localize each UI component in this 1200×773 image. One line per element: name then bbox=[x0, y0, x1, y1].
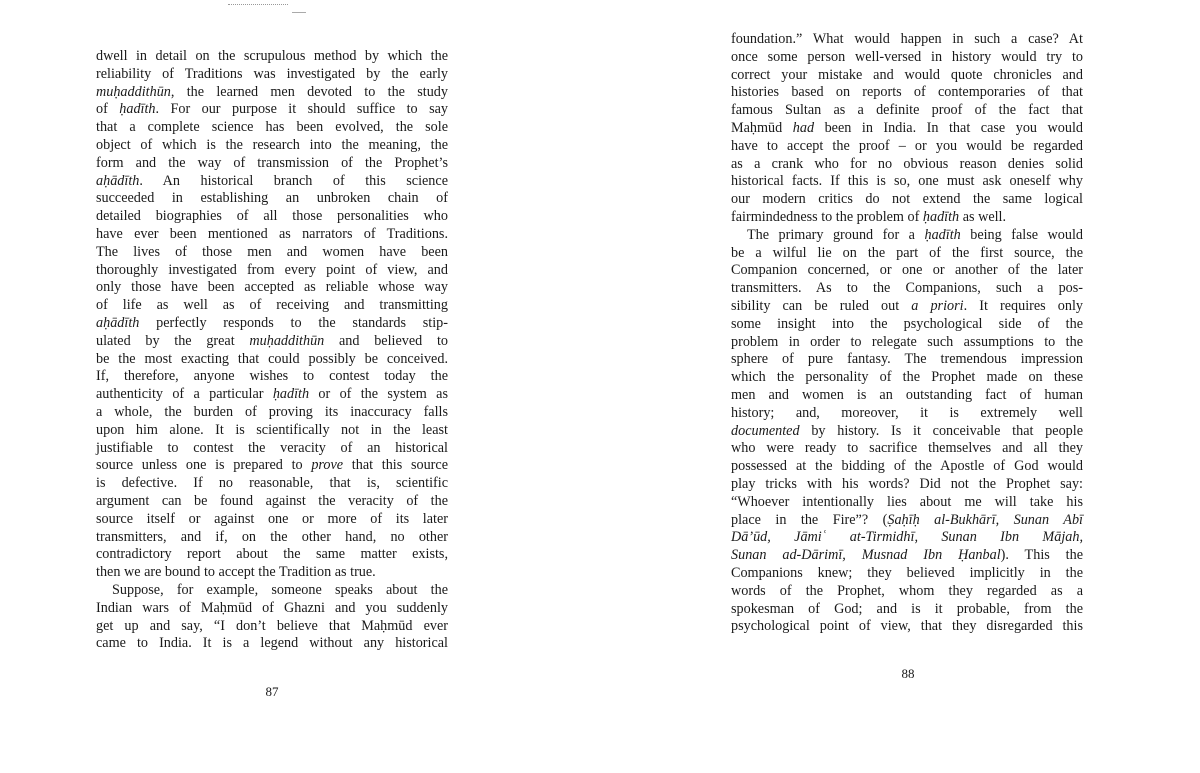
text-line: source itself or against one or more of its later bbox=[96, 510, 448, 527]
text-line: upon him alone. It is scientifically not in the least bbox=[96, 421, 448, 438]
text-line: came to India. It is a legend without any historical bbox=[96, 635, 448, 652]
page-number-right: 88 bbox=[901, 666, 915, 681]
text-line: history; and, moreover, it is extremely well bbox=[731, 404, 1083, 421]
text-line: histories based on reports of contemporaries of that bbox=[731, 84, 1083, 101]
text-line: some insight into the psychological side of the bbox=[731, 315, 1083, 332]
text-line: transmitters. As to the Companions, such a pos- bbox=[731, 280, 1083, 297]
text-line: men and women is an outstanding fact of human bbox=[731, 386, 1083, 403]
text-line: Sunan ad-Dārimī, Musnad Ibn Ḥanbal). This the bbox=[731, 547, 1083, 564]
text-line: contradictory report about the same matter exists, bbox=[96, 546, 448, 563]
text-line: Companions knew; they believed implicitly in the bbox=[731, 564, 1083, 581]
text-line: who were ready to sacrifice themselves and all they bbox=[731, 440, 1083, 457]
text-line: transmitters, and if, on the other hand, no other bbox=[96, 528, 448, 545]
text-line: The lives of those men and women have been bbox=[96, 243, 448, 260]
text-line: justifiable to contest the veracity of an historical bbox=[96, 439, 448, 456]
text-line: Suppose, for example, someone speaks about the bbox=[112, 581, 448, 598]
text-line: thoroughly investigated from every point of view, and bbox=[96, 261, 448, 278]
text-line: sibility can be ruled out a priori. It requires only bbox=[731, 297, 1083, 314]
page-number-left: 87 bbox=[265, 684, 279, 699]
text-line: aḥādīth. An historical branch of this science bbox=[96, 172, 448, 189]
text-line: words of the Prophet, whom they regarded as a bbox=[731, 582, 1083, 599]
text-line: play tricks with his words? Did not the Prophet say: bbox=[731, 475, 1083, 492]
text-line: “Whoever intentionally lies about me will take his bbox=[731, 493, 1083, 510]
text-line: Dā’ūd, Jāmiʿ at-Tirmidhī, Sunan Ibn Mājah, bbox=[731, 529, 1083, 546]
text-line: argument can be found against the veracity of the bbox=[96, 492, 448, 509]
text-line: as a crank who for no obvious reason denies solid bbox=[731, 155, 1083, 172]
text-line: be a wilful lie on the part of the first source, the bbox=[731, 244, 1083, 261]
text-line: source unless one is prepared to prove that this source bbox=[96, 457, 448, 474]
text-line: succeeded in establishing an unbroken chain of bbox=[96, 190, 448, 207]
text-line: get up and say, “I don’t believe that Maḥmūd ever bbox=[96, 617, 448, 634]
text-line: problem in order to relegate such assumptions to the bbox=[731, 333, 1083, 350]
text-line: dwell in detail on the scrupulous method by which the bbox=[96, 48, 448, 64]
text-line: which the personality of the Prophet made on these bbox=[731, 369, 1083, 386]
text-line: form and the way of transmission of the Prophet’s bbox=[96, 154, 448, 171]
text-line: that a complete science has been evolved, the sole bbox=[96, 119, 448, 136]
text-line: If, therefore, anyone wishes to contest today the bbox=[96, 368, 448, 385]
text-line: documented by history. Is it conceivable that people bbox=[731, 422, 1083, 439]
text-line: authenticity of a particular ḥadīth or of the system as bbox=[96, 386, 448, 403]
text-line: be the most exacting that could possibly be conceived. bbox=[96, 350, 448, 367]
text-line: once some person well-versed in history would try to bbox=[731, 48, 1083, 65]
text-line: then we are bound to accept the Tradition as true. bbox=[96, 564, 376, 581]
text-line: foundation.” What would happen in such a case? At bbox=[731, 31, 1083, 47]
text-line: have to accept the proof – or you would be regarded bbox=[731, 137, 1083, 154]
text-line: is defective. If no reasonable, that is, scientific bbox=[96, 475, 448, 492]
text-line: of life as well as of receiving and transmitting bbox=[96, 297, 448, 314]
text-line: muḥaddithūn, the learned men devoted to the study bbox=[96, 83, 448, 100]
text-line: ulated by the great muḥaddithūn and believed to bbox=[96, 332, 448, 349]
text-line: Companion concerned, or one or another of the later bbox=[731, 262, 1083, 279]
text-line: our modern critics do not extend the same logical bbox=[731, 191, 1083, 208]
text-line: place in the Fire”? (Ṣaḥīḥ al-Bukhārī, Sunan Abī bbox=[731, 511, 1083, 528]
text-line: Indian wars of Maḥmūd of Ghazni and you suddenly bbox=[96, 599, 448, 616]
text-line: possessed at the bidding of the Apostle of God would bbox=[731, 458, 1083, 475]
text-line: detailed biographies of all those personalities who bbox=[96, 208, 448, 225]
text-line: spokesman of God; and is it probable, from the bbox=[731, 600, 1083, 617]
text-line: fairmindedness to the problem of ḥadīth as well. bbox=[731, 208, 1007, 225]
text-line: historical facts. If this is so, one must ask oneself why bbox=[731, 173, 1083, 190]
text-line: Maḥmūd had been in India. In that case you would bbox=[731, 119, 1083, 136]
text-line: a whole, the burden of proving its inaccuracy falls bbox=[96, 403, 448, 420]
text-line: correct your mistake and would quote chronicles and bbox=[731, 66, 1083, 83]
text-line: only those have been accepted as reliable whose way bbox=[96, 279, 448, 296]
left-page-text bbox=[96, 48, 448, 653]
text-line: aḥādīth perfectly responds to the standards stip- bbox=[96, 314, 448, 331]
right-page bbox=[600, 0, 1200, 773]
text-line: of ḥadīth. For our purpose it should suffice to say bbox=[96, 101, 448, 118]
text-line: famous Sultan as a definite proof of the fact that bbox=[731, 102, 1083, 119]
text-line: have ever been mentioned as narrators of Traditions. bbox=[96, 225, 448, 242]
text-line: object of which is the research into the meaning, the bbox=[96, 136, 448, 153]
text-line: psychological point of view, that they disregarded this bbox=[731, 618, 1083, 635]
text-line: The primary ground for a ḥadīth being false would bbox=[747, 226, 1083, 243]
right-page-text bbox=[731, 31, 1083, 636]
top-dash-mark bbox=[292, 12, 306, 13]
text-line: sphere of pure fantasy. The tremendous impression bbox=[731, 351, 1083, 368]
top-edge-mark bbox=[228, 0, 288, 5]
text-line: reliability of Traditions was investigated by the early bbox=[96, 65, 448, 82]
